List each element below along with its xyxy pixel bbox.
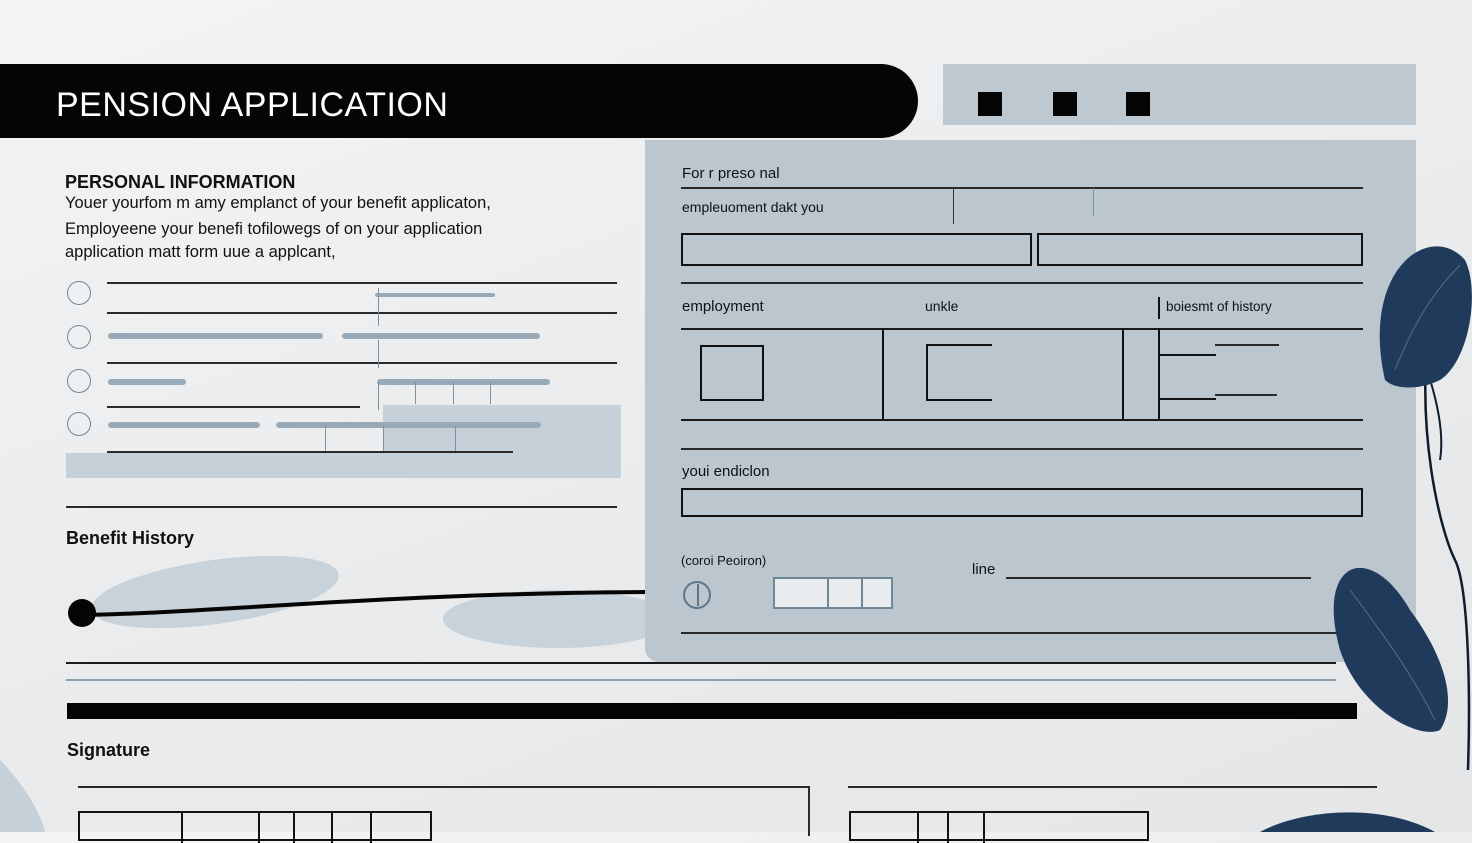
form-line bbox=[681, 187, 1363, 189]
divider bbox=[378, 382, 379, 410]
checkbox-unkle[interactable] bbox=[926, 344, 992, 401]
panel-label-pension: (coroi Peoiron) bbox=[681, 553, 767, 568]
divider bbox=[490, 382, 491, 404]
divider bbox=[455, 426, 456, 451]
endiclon-field[interactable] bbox=[681, 488, 1363, 517]
divider bbox=[453, 382, 454, 404]
column-header-unkle: unkle bbox=[925, 298, 959, 314]
line-label: line bbox=[972, 561, 996, 578]
line-input[interactable] bbox=[1006, 577, 1311, 579]
input-placeholder-bar[interactable] bbox=[108, 379, 186, 385]
input-placeholder-bar[interactable] bbox=[108, 422, 260, 428]
input-placeholder-bar[interactable] bbox=[377, 379, 550, 385]
decorative-plant bbox=[1320, 230, 1472, 832]
employment-date-field-2[interactable] bbox=[1037, 233, 1363, 266]
radio-option-2[interactable] bbox=[67, 325, 91, 349]
form-line bbox=[66, 679, 1336, 681]
divider bbox=[1093, 188, 1094, 216]
divider bbox=[378, 288, 379, 326]
divider bbox=[415, 382, 416, 404]
section-divider bbox=[66, 506, 617, 508]
close-button[interactable] bbox=[1126, 92, 1150, 116]
divider bbox=[953, 188, 954, 224]
intro-line-2: Employeene your benefi tofilowegs of on your application bbox=[65, 220, 483, 238]
form-line bbox=[107, 312, 617, 314]
heavy-divider bbox=[67, 703, 1357, 719]
panel-label-personal: For r preso nal bbox=[682, 165, 780, 182]
radio-option-1[interactable] bbox=[67, 281, 91, 305]
radio-option-3[interactable] bbox=[67, 369, 91, 393]
signature-box[interactable] bbox=[78, 811, 432, 841]
page-title: PENSION APPLICATION bbox=[56, 86, 449, 124]
section-heading-signature: Signature bbox=[67, 740, 151, 760]
employment-panel bbox=[645, 140, 1416, 662]
history-line bbox=[1215, 394, 1277, 396]
column-header-employment: employment bbox=[682, 298, 764, 315]
timeline-slider[interactable] bbox=[60, 585, 660, 630]
employment-date-field-1[interactable] bbox=[681, 233, 1032, 266]
input-placeholder-bar[interactable] bbox=[375, 293, 495, 297]
date-line bbox=[848, 786, 1377, 788]
minimize-button[interactable] bbox=[978, 92, 1002, 116]
divider bbox=[325, 426, 326, 451]
input-placeholder-bar[interactable] bbox=[342, 333, 540, 339]
form-line bbox=[107, 362, 617, 364]
input-placeholder-bar[interactable] bbox=[276, 422, 541, 428]
divider bbox=[1158, 297, 1160, 319]
pension-radio[interactable] bbox=[683, 581, 711, 609]
intro-line-3: application matt form uue a applcant, bbox=[65, 243, 336, 261]
divider bbox=[808, 786, 810, 836]
form-line bbox=[107, 282, 617, 284]
table-divider bbox=[1122, 328, 1124, 420]
signature-line bbox=[78, 786, 809, 788]
date-box[interactable] bbox=[849, 811, 1149, 841]
maximize-button[interactable] bbox=[1053, 92, 1077, 116]
form-line bbox=[681, 282, 1363, 284]
table-bottom-rule bbox=[681, 419, 1363, 421]
form-line bbox=[681, 632, 1363, 634]
section-heading-personal-information: PERSONAL INFORMATION bbox=[65, 172, 296, 192]
history-entry-box[interactable] bbox=[1160, 354, 1216, 400]
table-divider bbox=[882, 328, 884, 420]
input-placeholder-bar[interactable] bbox=[108, 333, 323, 339]
table-top-rule bbox=[681, 328, 1363, 330]
decorative-leaf bbox=[1260, 808, 1440, 832]
divider bbox=[378, 340, 379, 368]
form-line bbox=[107, 451, 513, 453]
radio-option-4[interactable] bbox=[67, 412, 91, 436]
panel-label-endiclon: youi endiclon bbox=[682, 463, 770, 480]
form-line bbox=[107, 406, 360, 408]
window-controls bbox=[943, 64, 1416, 125]
history-line bbox=[1215, 344, 1279, 346]
checkbox-employment[interactable] bbox=[700, 345, 764, 401]
decorative-leaf bbox=[0, 760, 60, 832]
form-line bbox=[66, 662, 1336, 664]
slider-handle[interactable] bbox=[68, 599, 96, 627]
intro-line-1: Youer yourfom m amy emplanct of your benefit applicaton, bbox=[65, 194, 491, 212]
pension-code-field[interactable] bbox=[773, 577, 893, 609]
section-heading-benefit-history: Benefit History bbox=[66, 528, 195, 548]
divider bbox=[383, 426, 384, 451]
form-line bbox=[681, 448, 1363, 450]
shaded-strip bbox=[66, 453, 621, 478]
panel-label-employment-date: empleuoment dakt you bbox=[682, 199, 824, 215]
column-header-history: boiesmt of history bbox=[1166, 299, 1272, 314]
